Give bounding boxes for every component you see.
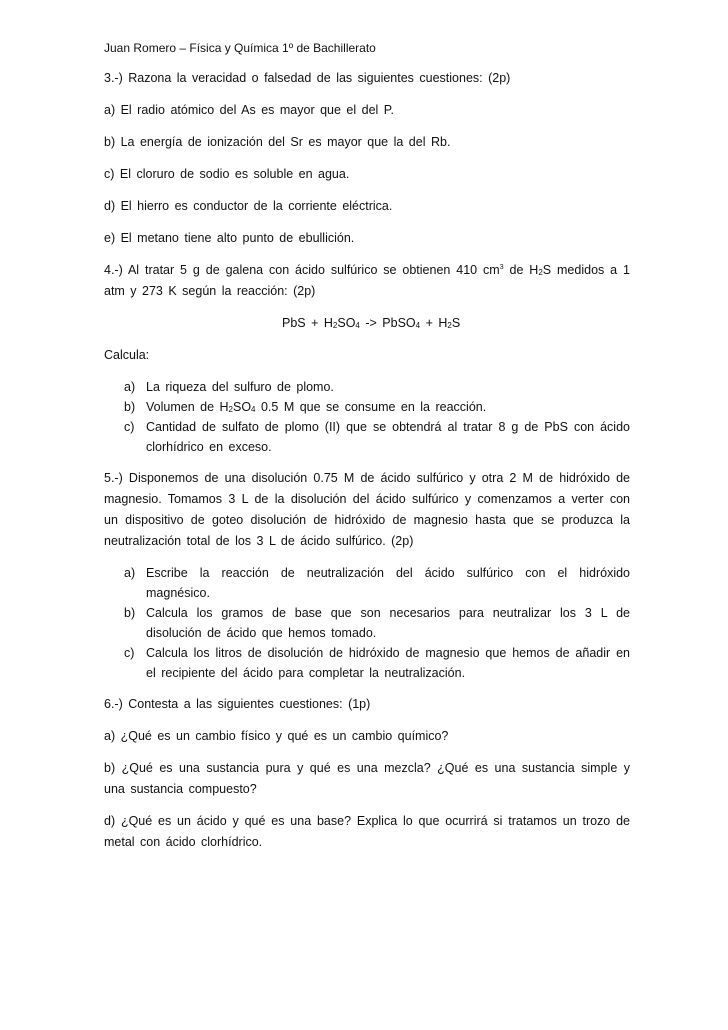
calcula-label: Calcula: <box>104 348 150 362</box>
question-4-list <box>104 377 630 457</box>
list-item: a) La riqueza del sulfuro de plomo. <box>124 380 334 394</box>
list-item: c) Cantidad de sulfato de plomo (II) que se obtendrá al tratar 8 g de PbS con ácido clorhídrico en exceso. <box>124 420 630 454</box>
question-3-item-c: c) El cloruro de sodio es soluble en agua. <box>104 167 350 181</box>
question-6-item-b: b) ¿Qué es una sustancia pura y qué es una mezcla? ¿Qué es una sustancia simple y una sustancia compuesto? <box>104 761 630 796</box>
chemical-reaction: PbS + $H_2SO_4$ -> PbSO$_4$ + $H_2S$ <box>282 316 461 330</box>
question-6-item-d: d) ¿Qué es un ácido y qué es una base? Explica lo que ocurrirá si tratamos un trozo de metal con ácido clorhídrico. <box>104 814 630 849</box>
question-4-intro: 4.-) Al tratar 5 g de galena con ácido sulfúrico se obtienen 410 $cm^3$ de $H_2S$ medidos a 1 atm y 273 K según la reacción: (2p) <box>104 263 630 298</box>
question-5-intro: 5.-) Disponemos de una disolución 0.75 M de ácido sulfúrico y otra 2 M de hidróxido de magnesio. Tomamos 3 L de la disolución del ácido sulfúrico y comenzamos a verter con un dispositivo de goteo disolución de hidróxido de magnesio hasta que se produzca la neutralización total de los 3 L de ácido sulfúrico. (2p) <box>104 471 630 548</box>
question-3-item-b: b) La energía de ionización del Sr es mayor que la del Rb. <box>104 135 451 149</box>
list-item: b) Calcula los gramos de base que son necesarios para neutralizar los 3 L de disolución de ácido que hemos tomado. <box>124 606 630 640</box>
question-6-item-a: a) ¿Qué es un cambio físico y qué es un cambio químico? <box>104 729 449 743</box>
question-3-item-e: e) El metano tiene alto punto de ebullición. <box>104 231 355 245</box>
question-3-item-d: d) El hierro es conductor de la corriente eléctrica. <box>104 199 393 213</box>
question-3-item-a: a) El radio atómico del As es mayor que el del P. <box>104 103 394 117</box>
question-5-list <box>104 563 630 683</box>
question-6-title: 6.-) Contesta a las siguientes cuestiones: (1p) <box>104 697 371 711</box>
list-item: c) Calcula los litros de disolución de hidróxido de magnesio que hemos de añadir en el recipiente del ácido para completar la neutralización. <box>124 646 630 680</box>
list-item: a) Escribe la reacción de neutralización del ácido sulfúrico con el hidróxido magnésico. <box>124 566 630 600</box>
list-item: b) Volumen de $H_2SO_4$ 0.5 M que se consume en la reacción. <box>124 400 487 414</box>
document-page <box>104 36 630 853</box>
question-3-title: 3.-) Razona la veracidad o falsedad de las siguientes cuestiones: (2p) <box>104 71 511 85</box>
page-header: Juan Romero – Física y Química 1º de Bachillerato <box>104 41 376 55</box>
